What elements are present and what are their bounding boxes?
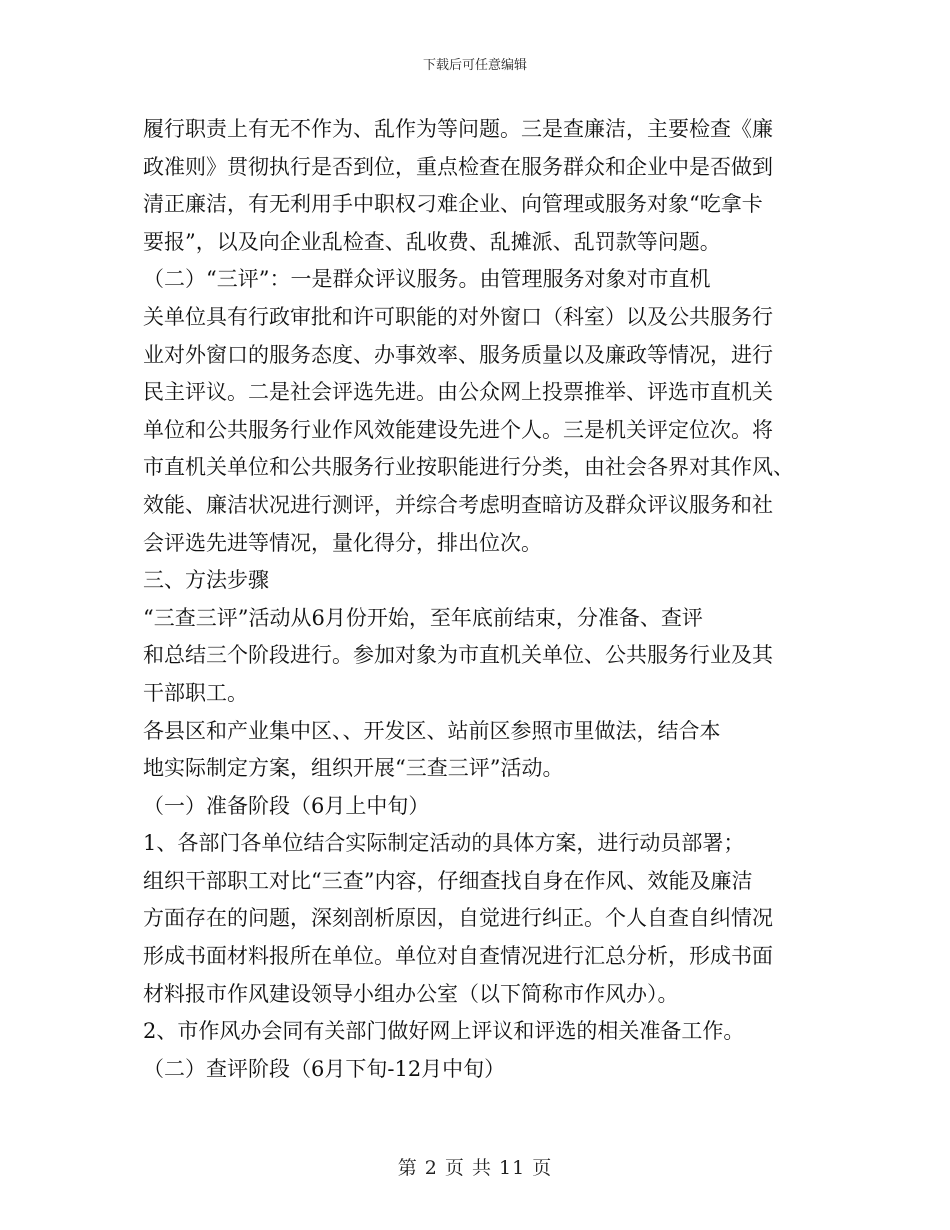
text-line: 单位和公共服务行业作风效能建设先进个人。三是机关评定位次。将	[143, 417, 773, 442]
text-line: 会评选先进等情况，量化得分，排出位次。	[143, 530, 542, 555]
text-line: 方面存在的问题，深刻剖析原因，自觉进行纠正。个人自查自纠情况	[143, 906, 773, 931]
text-line: 政准则》贯彻执行是否到位，重点检查在服务群众和企业中是否做到	[143, 154, 773, 179]
text-line: 各县区和产业集中区、、开发区、站前区参照市里做法，结合本	[143, 718, 721, 743]
text-line: 效能、廉洁状况进行测评，并综合考虑明查暗访及群众评议服务和社	[143, 492, 773, 517]
page-header: 下载后可任意编辑	[422, 58, 527, 73]
text-line: （二）“三评”：一是群众评议服务。由管理服务对象对市直机	[143, 267, 711, 292]
text-line: 2、市作风办会同有关部门做好网上评议和评选的相关准备工作。	[143, 1019, 745, 1044]
text-line: 履行职责上有无不作为、乱作为等问题。三是查廉洁，主要检查《廉	[143, 117, 773, 141]
subsection-heading: （二）查评阶段（6月下旬-12月中旬）	[143, 1056, 506, 1081]
text-line: 清正廉洁，有无利用手中职权刁难企业、向管理或服务对象“吃拿卡	[143, 192, 763, 217]
text-line: 业对外窗口的服务态度、办事效率、服务质量以及廉政等情况，进行	[143, 342, 773, 367]
text-line: 组织干部职工对比“三查”内容，仔细查找自身在作风、效能及廉洁	[143, 868, 753, 893]
text-line: 要报”，以及向企业乱检查、乱收费、乱摊派、乱罚款等问题。	[143, 229, 721, 254]
text-line: 材料报市作风建设领导小组办公室（以下简称市作风办）。	[143, 981, 679, 1006]
subsection-heading: （一）准备阶段（6月上中旬）	[143, 793, 430, 818]
text-line: 和总结三个阶段进行。参加对象为市直机关单位、公共服务行业及其	[143, 643, 773, 668]
text-line: 市直机关单位和公共服务行业按职能进行分类，由社会各界对其作风、	[143, 455, 794, 480]
text-line: 1、各部门各单位结合实际制定活动的具体方案，进行动员部署；	[143, 831, 745, 856]
text-line: 民主评议。二是社会评选先进。由公众网上投票推举、评选市直机关	[143, 380, 773, 405]
text-line: 地实际制定方案，组织开展“三查三评”活动。	[143, 756, 564, 781]
page-number: 第 2 页 共 11 页	[397, 1157, 553, 1179]
document-body	[143, 111, 813, 1088]
text-line: “三查三评”活动从6月份开始，至年底前结束，分准备、查评	[143, 605, 703, 630]
text-line: 干部职工。	[143, 680, 248, 705]
text-line: 关单位具有行政审批和许可职能的对外窗口（科室）以及公共服务行	[143, 304, 773, 329]
text-line: 形成书面材料报所在单位。单位对自查情况进行汇总分析，形成书面	[143, 944, 773, 969]
section-heading: 三、方法步骤	[143, 568, 269, 593]
